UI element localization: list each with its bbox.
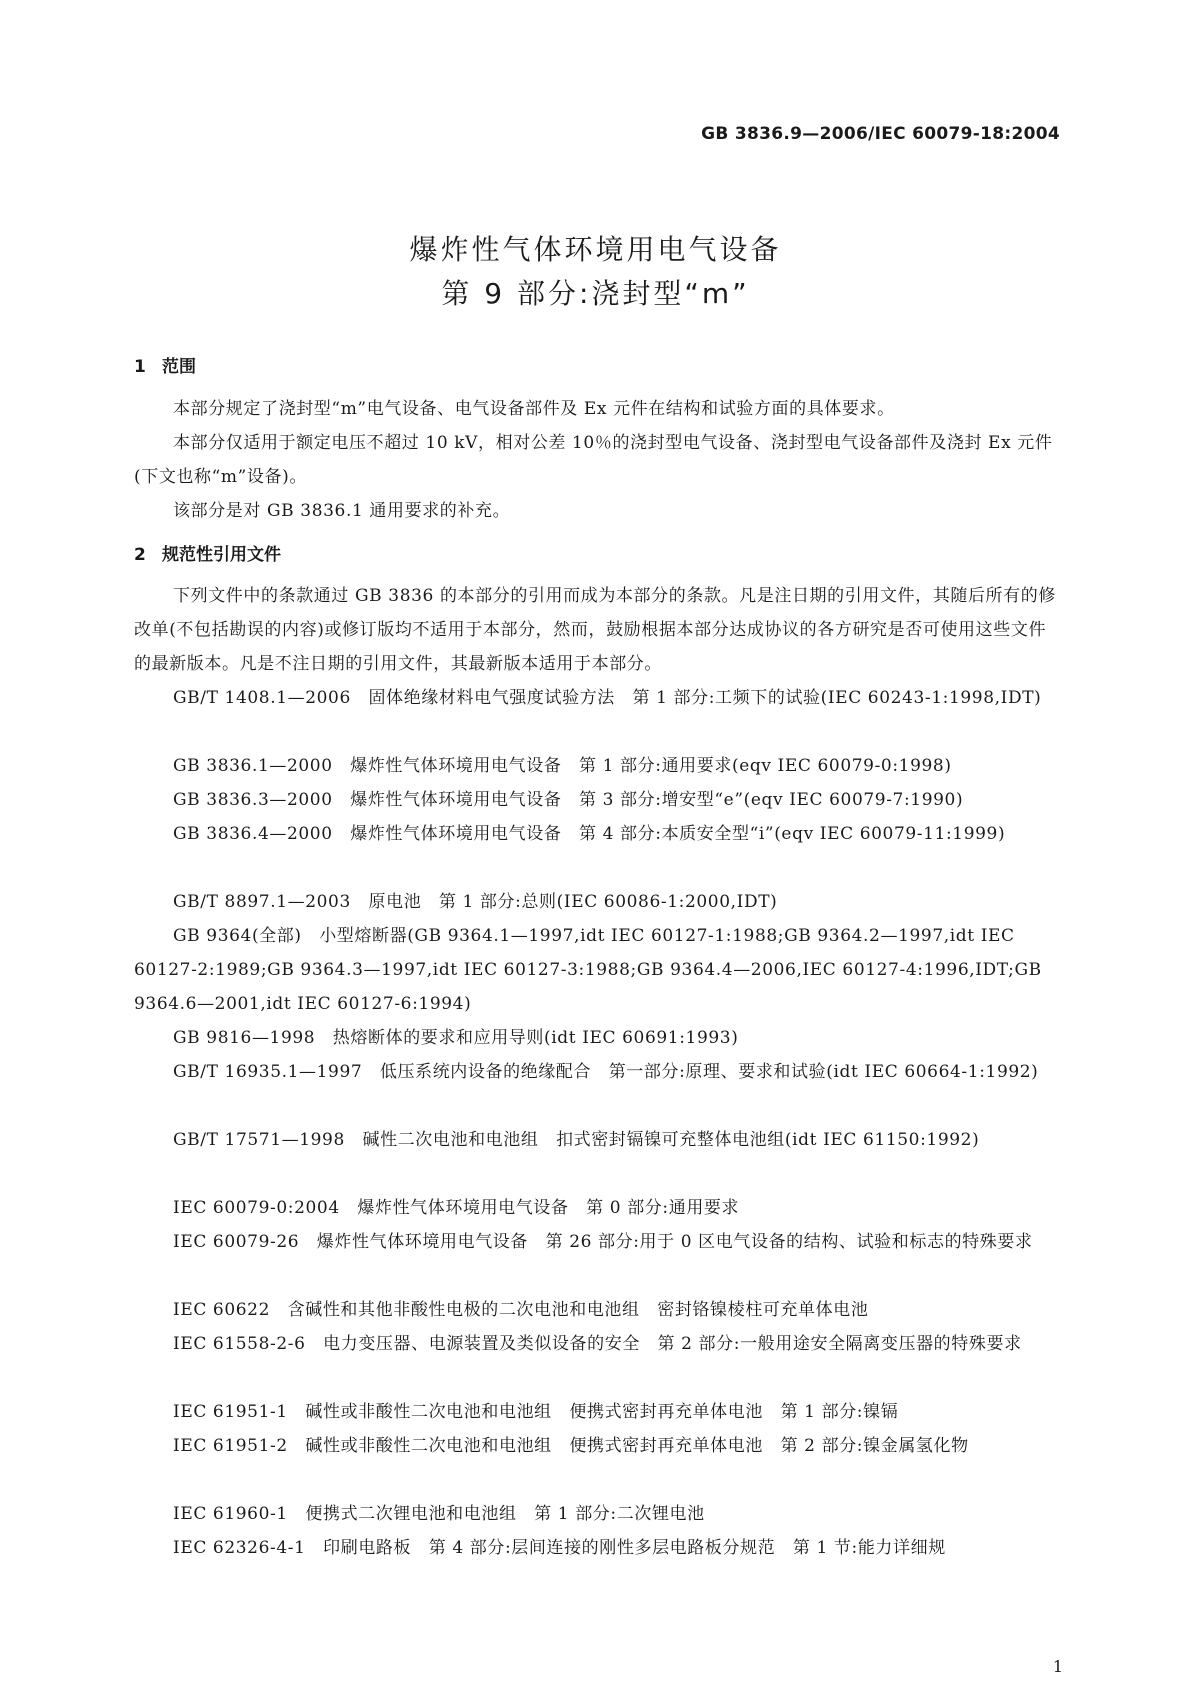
references-intro: 下列文件中的条款通过 GB 3836 的本部分的引用而成为本部分的条款。凡是注日期的引用文件，其随后所有的修改单(不包括勘误的内容)或修订版均不适用于本部分，然而，鼓励根据本部分达成协议的各方研究是否可使用这些文件的最新版本。凡是不注日期的引用文件，其最新版本适用于本部分。 (134, 586, 1056, 674)
reference-item: IEC 61558-2-6 电力变压器、电源装置及类似设备的安全 第 2 部分:一般用途安全隔离变压器的特殊要求 (173, 1334, 1022, 1354)
reference-item: GB/T 1408.1—2006 固体绝缘材料电气强度试验方法 第 1 部分:工频下的试验(IEC 60243-1:1998,IDT) (173, 688, 1042, 708)
reference-item: IEC 61951-2 碱性或非酸性二次电池和电池组 便携式密封再充单体电池 第 2 部分:镍金属氢化物 (173, 1436, 969, 1456)
section-1-heading (134, 352, 196, 377)
reference-item: IEC 60079-26 爆炸性气体环境用电气设备 第 26 部分:用于 0 区电气设备的结构、试验和标志的特殊要求 (173, 1232, 1033, 1252)
reference-item: GB 9364(全部) 小型熔断器(GB 9364.1—1997,idt IEC 60127-1:1988;GB 9364.2—1997,idt IEC 60127-2:1989;GB 9364.3—1997,idt IEC 60127-3:1988;GB 9364.4—2006,IEC 60127-4:1996,IDT;GB 9364.6—2001,idt IEC 60127-6:1994) (134, 926, 1042, 1014)
document-subtitle: 第 9 部分:浇封型“m” (441, 277, 750, 310)
reference-item: IEC 60079-0:2004 爆炸性气体环境用电气设备 第 0 部分:通用要求 (173, 1198, 740, 1218)
scope-paragraph-2: 本部分仅适用于额定电压不超过 10 kV，相对公差 10％的浇封型电气设备、浇封型电气设备部件及浇封 Ex 元件(下文也称“m”设备)。 (134, 433, 1053, 487)
reference-item: GB/T 16935.1—1997 低压系统内设备的绝缘配合 第一部分:原理、要求和试验(idt IEC 60664-1:1992) (173, 1062, 1039, 1082)
reference-item: IEC 61960-1 便携式二次锂电池和电池组 第 1 部分:二次锂电池 (173, 1504, 705, 1524)
document-title: 爆炸性气体环境用电气设备 (409, 233, 782, 266)
reference-item: GB/T 17571—1998 碱性二次电池和电池组 扣式密封镉镍可充整体电池组(idt IEC 61150:1992) (173, 1130, 980, 1150)
section-2-heading (134, 540, 281, 565)
reference-item: GB 3836.3—2000 爆炸性气体环境用电气设备 第 3 部分:增安型“e”(eqv IEC 60079-7:1990) (173, 790, 964, 810)
scope-paragraph-3: 该部分是对 GB 3836.1 通用要求的补充。 (173, 501, 511, 521)
reference-item: GB/T 8897.1—2003 原电池 第 1 部分:总则(IEC 60086-1:2000,IDT) (173, 892, 778, 912)
reference-item: GB 9816—1998 热熔断体的要求和应用导则(idt IEC 60691:1993) (173, 1028, 739, 1048)
reference-item: GB 3836.4—2000 爆炸性气体环境用电气设备 第 4 部分:本质安全型“i”(eqv IEC 60079-11:1999) (173, 824, 1006, 844)
section-number: 1 (134, 357, 146, 377)
scope-paragraph-1: 本部分规定了浇封型“m”电气设备、电气设备部件及 Ex 元件在结构和试验方面的具体要求。 (173, 399, 895, 419)
reference-item: GB 3836.1—2000 爆炸性气体环境用电气设备 第 1 部分:通用要求(eqv IEC 60079-0:1998) (173, 756, 952, 776)
reference-item: IEC 60622 含碱性和其他非酸性电极的二次电池和电池组 密封铬镍棱柱可充单体电池 (173, 1300, 869, 1320)
standard-code: GB 3836.9—2006/IEC 60079-18:2004 (701, 124, 1060, 144)
section-title: 规范性引用文件 (162, 545, 281, 565)
reference-item: IEC 61951-1 碱性或非酸性二次电池和电池组 便携式密封再充单体电池 第 1 部分:镍镉 (173, 1402, 899, 1422)
section-number: 2 (134, 545, 146, 565)
section-title: 范围 (162, 357, 196, 377)
reference-item: IEC 62326-4-1 印刷电路板 第 4 部分:层间连接的刚性多层电路板分规范 第 1 节:能力详细规 (173, 1538, 946, 1558)
page-number: 1 (1052, 1657, 1063, 1676)
